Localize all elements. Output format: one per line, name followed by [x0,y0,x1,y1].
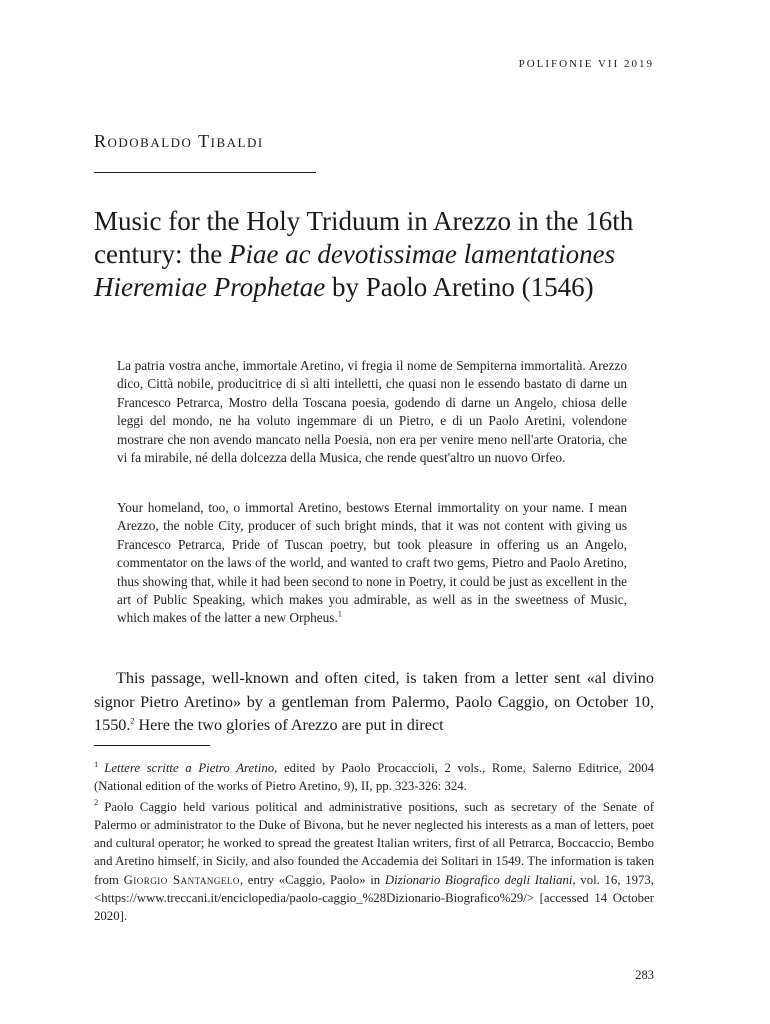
footnote-1 [94,759,654,796]
author-name: Rodobaldo Tibaldi [94,131,264,151]
footnote-number: 2 [94,797,99,808]
title-part-1: Music for the Holy Triduum in Arezzo in the 16th century: the [94,206,634,269]
footnote-italic-2: Dizionario Biografico degli Italiani [384,872,573,887]
page-number: 283 [635,968,654,982]
body-paragraph [94,667,654,738]
quote-italian: La patria vostra anche, immortale Aretino, vi fregia il nome de Sempiterna immortalità. Arezzo dico, Città nobile, producitrice di sì alti intelletti, che quasi non le essendo bastato di darne un Francesco Petrarca, Mostro della Toscana poesia, godendo di darne un Angelo, chiosa delle leggi del mondo, ne ha voluto ingemmare di un Pietro, e di un Paolo Aretini, volendone mostrare che non avendo mancato nella Poesia, non era per venire meno nell'arte Oratoria, che vi fa mirabile, né della dolcezza della Musica, che rende quest'altro un nuovo Orfeo. [117,358,627,466]
quote-english [117,499,627,628]
body-text-part-1: This passage, well-known and often cited, is taken from a letter sent «al divino signor Pietro Aretino» by a gentleman from Palermo, Paolo Caggio, on October 10, 1550. [94,669,654,734]
title-italic: Piae ac devotissimae lamentationes Hieremiae Prophetae [94,239,616,302]
footnote-italic: Lettere scritte a Pietro Aretino [104,761,275,775]
footnote-text: Paolo Caggio held various political and administrative positions, such as secretary of the Senate of Palermo or administrator to the Duke of Bivona, but he never neglected his interests as a man of letters, poet and cultural operator; he worked to spread the greatest Italian writers, first of all Petrarca, Boccaccio, Bembo and Aretino himself, in Sicily, and also founded the Accademia dei Solitari in 1549. The information is taken from [94,799,654,887]
author-divider [94,172,316,173]
footnote-author-smallcaps: Giorgio Santangelo [123,872,240,887]
footnote-text: , edited by Paolo Procaccioli, 2 vols., Rome, Salerno Editrice, 2004 (National edition of the works of Pietro Aretino, 9), II, pp. 323-326: 324. [94,761,654,794]
title-part-2: by Paolo Aretino (1546) [325,272,594,302]
quote-english-text: Your homeland, too, o immortal Aretino, bestows Eternal immortality on your name. I mean Arezzo, the noble City, producer of such bright minds, that it was not content with giving us Francesco Petrarca, Pride of Tuscan poetry, but took pleasure in offering us an Angelo, commentator on the laws of the world, and wanted to craft two gems, Pietro and Paolo Aretino, thus showing that, while it had been second to none in Poetry, it could be just as excellent in the art of Public Speaking, which makes you admirable, as well as in the sweetness of Music, which makes of the latter a new Orpheus. [117,500,627,626]
article-title [94,205,664,304]
footnote-ref-2[interactable]: 2 [130,716,135,726]
footnote-text-2: , entry «Caggio, Paolo» in [239,872,385,887]
body-text-part-2: Here the two glories of Arezzo are put in direct [134,716,444,734]
footnote-divider [94,745,210,746]
footnote-ref-1[interactable]: 1 [337,610,342,620]
footnote-2 [94,798,654,926]
footnote-text-3: , vol. 16, 1973, <https://www.treccani.it/enciclopedia/paolo-caggio_%28Dizionario-Biografico%29/> [accessed 14 October 2020]. [94,872,655,924]
running-head: POLIFONIE VII 2019 [518,58,654,70]
footnotes [94,759,654,928]
footnote-number: 1 [94,758,99,769]
